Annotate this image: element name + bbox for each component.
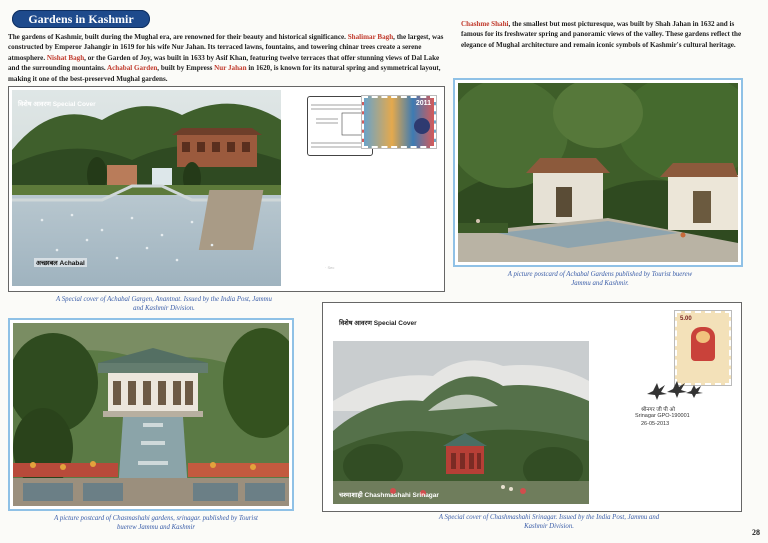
achabal-pavilion-illustration [458, 83, 738, 262]
nur-jahan-highlight: Nur Jahan [214, 64, 247, 73]
stamp-emblem-icon [414, 118, 430, 134]
achabal-place-label: अच्छाबल Achabal [36, 260, 85, 267]
chashmashahi-postcard-caption: A picture postcard of Chasmashahi gardens, srinagar. published by Tourist buerew Jammu and Kashmir [54, 515, 258, 531]
page-title: Gardens in Kashmir [12, 10, 150, 28]
chashme-text: , the smallest but most picturesque, was built by Shah Jahan in 1632 and is famous for its freshwater spring and panoramic views of the valley. These gardens reflect the elegance of Mughal architecture and remain iconic symbols of Kashmir's cultural heritage. [461, 20, 742, 49]
achabal-special-cover [8, 86, 445, 292]
achabal-postcard-caption: A picture postcard of Achabal Gardens published by Tourist buerew Jammu and Kashmir. [507, 271, 693, 287]
chashmashahi-special-cover [322, 302, 742, 512]
stamp-value: 5.00 [680, 316, 692, 322]
page-number: 28 [752, 528, 760, 537]
chashmashahi-postcard [8, 318, 294, 511]
achabal-garden-photo [12, 90, 281, 286]
special-cover-banner: विशेष आवरण Special Cover [18, 101, 96, 108]
chashme-paragraph [461, 19, 757, 50]
intro-paragraph [8, 32, 448, 84]
postmark-line-1: श्रीनगर जी पी ओ [641, 407, 675, 413]
special-cover-banner-2: विशेष आवरण Special Cover [339, 320, 417, 327]
nishat-bagh-highlight: Nishat Bagh [46, 53, 85, 62]
achabal-garden-highlight: Achabal Garden [107, 64, 158, 73]
intro-text-5: in 1620, is known for its natural spring and symmetrical layout, making it one of the best-preserved Mughal gardens. [8, 64, 441, 83]
chashmashahi-cover-caption: A Special cover of Chashmashahi Srinagar. Issued by the India Post, Jammu and Kashmir Division. [438, 514, 660, 530]
chashmashahi-cover-photo [333, 341, 589, 504]
stamp-face-icon [696, 331, 710, 343]
achabal-cover-caption: A Special cover of Achabal Gargen, Anantnat. Issued by the India Post, Jammu and Kashmir Division. [56, 296, 272, 312]
chashmashahi-postage-stamp [675, 311, 731, 385]
chinar-leaves-icon [645, 379, 705, 401]
postmark-line-2: Srinagar GPO-190001 [635, 413, 690, 419]
intro-text-4: , built by Empress [157, 64, 215, 73]
chashmashahi-label: चश्माशाही Chashmashahi Srinagar [339, 492, 439, 499]
achabal-postage-stamp [362, 96, 436, 148]
postmark-line-3: 26-05-2013 [641, 421, 670, 427]
intro-text-3: , or the Garden of Joy, was built in 1633 by Asif Khan, featuring twelve terraces that offer stunning views of Dal Lake and the surrounding mountains. [8, 53, 440, 73]
shalimar-bagh-highlight: Shalimar Bagh [347, 33, 394, 41]
chashmashahi-garden-illustration [13, 323, 289, 506]
stamp-year: 2011 [415, 100, 431, 107]
intro-text-2: , the largest, was constructed by Emperor Jahangir in 1619 for his wife Nur Jahan. Its terraced lawns, fountains, and towering chinar trees create a serene atmosphere. [8, 33, 444, 62]
cover-faint-mark: · Sec [325, 265, 335, 270]
chashmashahi-postcard-photo [13, 323, 289, 506]
chashme-shahi-highlight: Chashme Shahi [461, 20, 509, 28]
achabal-postcard [453, 78, 743, 267]
achabal-garden-illustration [12, 90, 281, 286]
chashmashahi-mountain-illustration [333, 341, 589, 504]
intro-text-1: The gardens of Kashmir, built during the Mughal era, are renowned for their beauty and historical significance. [8, 33, 348, 41]
achabal-postcard-photo [458, 83, 738, 262]
